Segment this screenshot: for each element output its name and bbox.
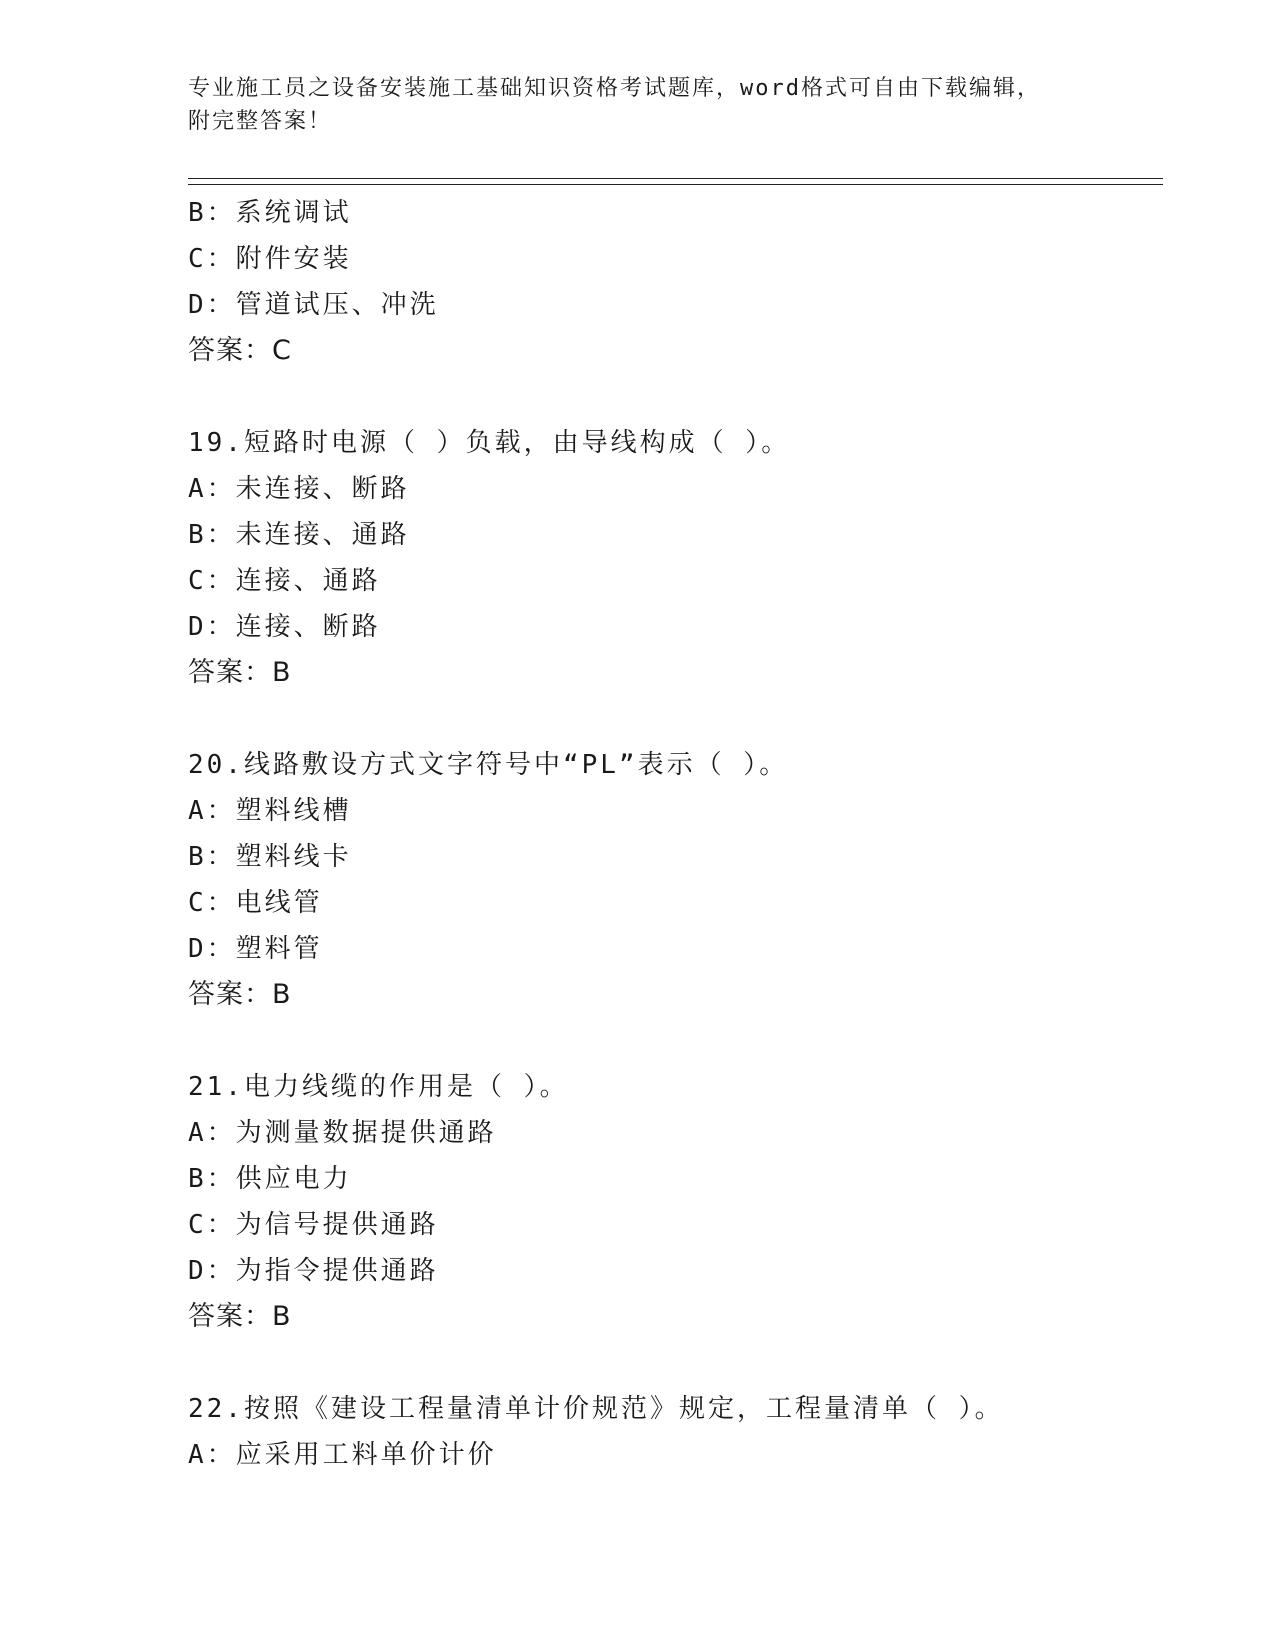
option-d: D：为指令提供通路 — [188, 1256, 439, 1286]
question-21 — [188, 1064, 1163, 1340]
question-20 — [188, 742, 1163, 1018]
document-header — [188, 72, 1088, 138]
option-d: D：管道试压、冲洗 — [188, 290, 439, 320]
question-stem: 19.短路时电源（ ）负载，由导线构成（ ）。 — [188, 428, 791, 458]
option-a: A：塑料线槽 — [188, 796, 352, 826]
option-c: C：为信号提供通路 — [188, 1210, 439, 1240]
spacer — [188, 1018, 1163, 1064]
question-19 — [188, 420, 1163, 696]
option-b: B：供应电力 — [188, 1164, 352, 1194]
question-stem: 21.电力线缆的作用是（ ）。 — [188, 1072, 569, 1102]
question-stem: 20.线路敷设方式文字符号中“PL”表示（ ）。 — [188, 750, 789, 780]
option-a: A：应采用工料单价计价 — [188, 1440, 497, 1470]
spacer — [188, 374, 1163, 420]
option-a: A：为测量数据提供通路 — [188, 1118, 497, 1148]
option-b: B：未连接、通路 — [188, 520, 410, 550]
option-a: A：未连接、断路 — [188, 474, 410, 504]
spacer — [188, 1340, 1163, 1386]
question-stem: 22.按照《建设工程量清单计价规范》规定，工程量清单（ ）。 — [188, 1394, 1004, 1424]
spacer — [188, 696, 1163, 742]
header-divider — [188, 178, 1163, 185]
option-b: B：系统调试 — [188, 198, 352, 228]
option-c: C：连接、通路 — [188, 566, 381, 596]
option-b: B：塑料线卡 — [188, 842, 352, 872]
option-c: C：电线管 — [188, 888, 323, 918]
header-line-1: 专业施工员之设备安装施工基础知识资格考试题库，word格式可自由下载编辑， — [188, 76, 1041, 101]
header-line-2: 附完整答案！ — [188, 109, 333, 134]
answer: 答案：B — [188, 657, 292, 688]
question-list — [188, 190, 1163, 1478]
answer: 答案：B — [188, 979, 292, 1010]
question-18-continued — [188, 190, 1163, 374]
option-c: C：附件安装 — [188, 244, 352, 274]
answer: 答案：C — [188, 335, 292, 366]
question-22 — [188, 1386, 1163, 1478]
option-d: D：连接、断路 — [188, 612, 381, 642]
option-d: D：塑料管 — [188, 934, 323, 964]
answer: 答案：B — [188, 1301, 292, 1332]
